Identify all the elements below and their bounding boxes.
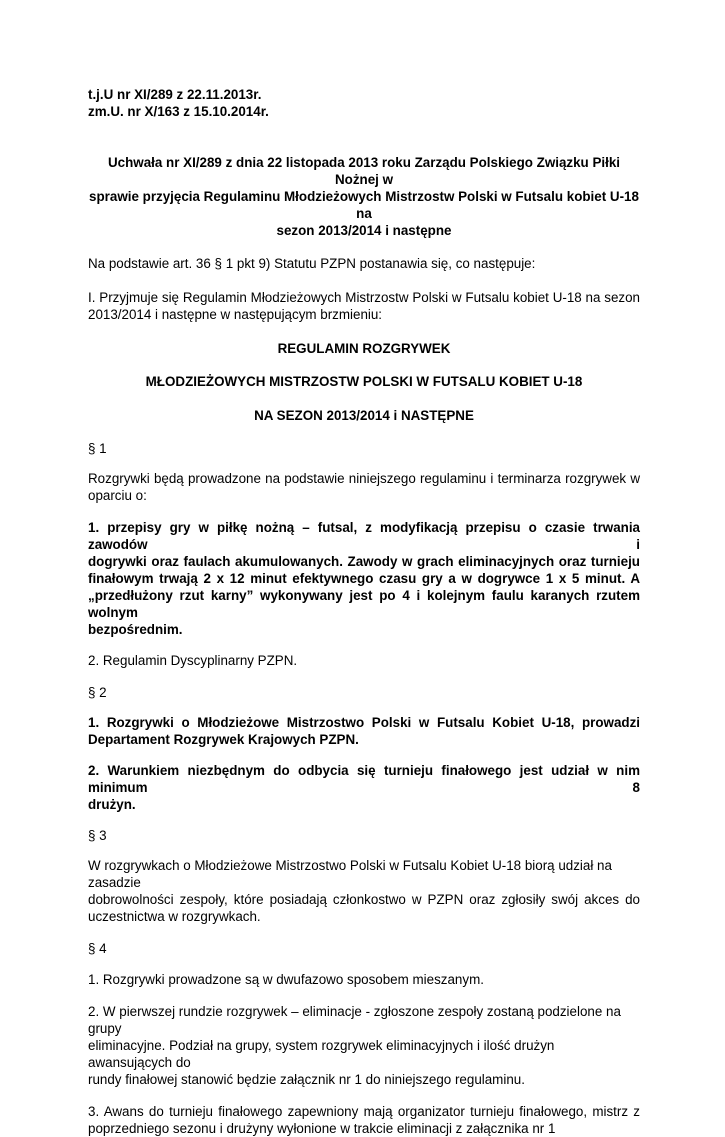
section-mark: § 2 (88, 685, 107, 700)
paragraph-line: „przedłużony rzut karny” wykonywany jest po 4 i kolejnym faulu karanych rzutem wolnym (88, 588, 640, 620)
section1-item1 (88, 519, 640, 638)
header-line: zm.U. nr X/163 z 15.10.2014r. (88, 104, 269, 119)
paragraph-line: poprzedniego sezonu i drużyny wyłonione w trakcie eliminacji z załącznika nr 1 (88, 1121, 556, 1136)
resolution-title (88, 154, 640, 239)
paragraph-line: drużyn. (88, 797, 136, 812)
paragraph-line: 1. Rozgrywki o Młodzieżowe Mistrzostwo Polski w Futsalu Kobiet U-18, prowadzi (88, 715, 640, 730)
paragraph-line: 3. Awans do turnieju finałowego zapewniony mają organizator turnieju finałowego, mistrz z (88, 1104, 640, 1119)
section4-item3 (88, 1103, 640, 1137)
regulation-heading: NA SEZON 2013/2014 i NASTĘPNE (254, 408, 474, 423)
title-line: Uchwała nr XI/289 z dnia 22 listopada 2013 roku Zarządu Polskiego Związku Piłki Nożnej w (108, 155, 620, 187)
section2-item1 (88, 714, 640, 748)
paragraph-line: eliminacyjne. Podział na grupy, system rozgrywek eliminacyjnych i ilość drużyn awansujących do (88, 1038, 555, 1070)
header-line: t.j.U nr XI/289 z 22.11.2013r. (88, 87, 262, 102)
regulation-heading: REGULAMIN ROZGRYWEK (277, 341, 451, 356)
section1-intro (88, 470, 640, 504)
paragraph-line: rundy finałowej stanowić będzie załącznik nr 1 do niniejszego regulaminu. (88, 1072, 525, 1087)
section4-item1: 1. Rozgrywki prowadzone są w dwufazowo sposobem mieszanym. (88, 972, 484, 987)
paragraph-line: Departament Rozgrywek Krajowych PZPN. (88, 732, 359, 747)
paragraph-line: oparciu o: (88, 488, 147, 503)
section4-item2 (88, 1003, 640, 1088)
section2-item2 (88, 762, 640, 813)
document-page (88, 86, 640, 1137)
section-mark: § 4 (88, 941, 107, 956)
section3-paragraph (88, 857, 640, 925)
paragraph-line: bezpośrednim. (88, 622, 183, 637)
paragraph-line: I. Przyjmuje się Regulamin Młodzieżowych Mistrzostw Polski w Futsalu kobiet U-18 na sezon (88, 290, 640, 305)
regulation-heading: MŁODZIEŻOWYCH MISTRZOSTW POLSKI W FUTSALU KOBIET U-18 (145, 374, 583, 389)
paragraph-line: dobrowolności zespoły, które posiadają członkostwo w PZPN oraz zgłosiły swój akces do (88, 892, 640, 907)
document-header (88, 86, 640, 120)
paragraph-line: finałowym trwają 2 x 12 minut efektywnego czasu gry a w dogrywce 1 x 5 minut. A (88, 571, 640, 586)
legal-basis: Na podstawie art. 36 § 1 pkt 9) Statutu PZPN postanawia się, co następuje: (88, 256, 536, 271)
paragraph-line: uczestnictwa w rozgrywkach. (88, 909, 261, 924)
title-line: sprawie przyjęcia Regulaminu Młodzieżowych Mistrzostw Polski w Futsalu kobiet U-18 na (89, 189, 639, 221)
title-line: sezon 2013/2014 i następne (276, 223, 452, 238)
paragraph-line: 2. W pierwszej rundzie rozgrywek – eliminacje - zgłoszone zespoły zostaną podzielone na grupy (88, 1004, 621, 1036)
paragraph-line: dogrywki oraz faulach akumulowanych. Zawody w grach eliminacyjnych oraz turnieju (88, 554, 640, 569)
paragraph-line: W rozgrywkach o Młodzieżowe Mistrzostwo Polski w Futsalu Kobiet U-18 biorą udział na zasadzie (88, 858, 612, 890)
paragraph-line: 2013/2014 i następne w następującym brzmieniu: (88, 307, 383, 322)
resolution-paragraph (88, 289, 640, 323)
section-mark: § 1 (88, 441, 107, 456)
section1-item2: 2. Regulamin Dyscyplinarny PZPN. (88, 653, 298, 668)
section-mark: § 3 (88, 828, 107, 843)
paragraph-line: 1. przepisy gry w piłkę nożną – futsal, z modyfikacją przepisu o czasie trwania zawodów i (88, 520, 640, 552)
paragraph-line: 2. Warunkiem niezbędnym do odbycia się turnieju finałowego jest udział w nim minimum 8 (88, 763, 640, 795)
paragraph-line: Rozgrywki będą prowadzone na podstawie niniejszego regulaminu i terminarza rozgrywek w (88, 471, 640, 486)
